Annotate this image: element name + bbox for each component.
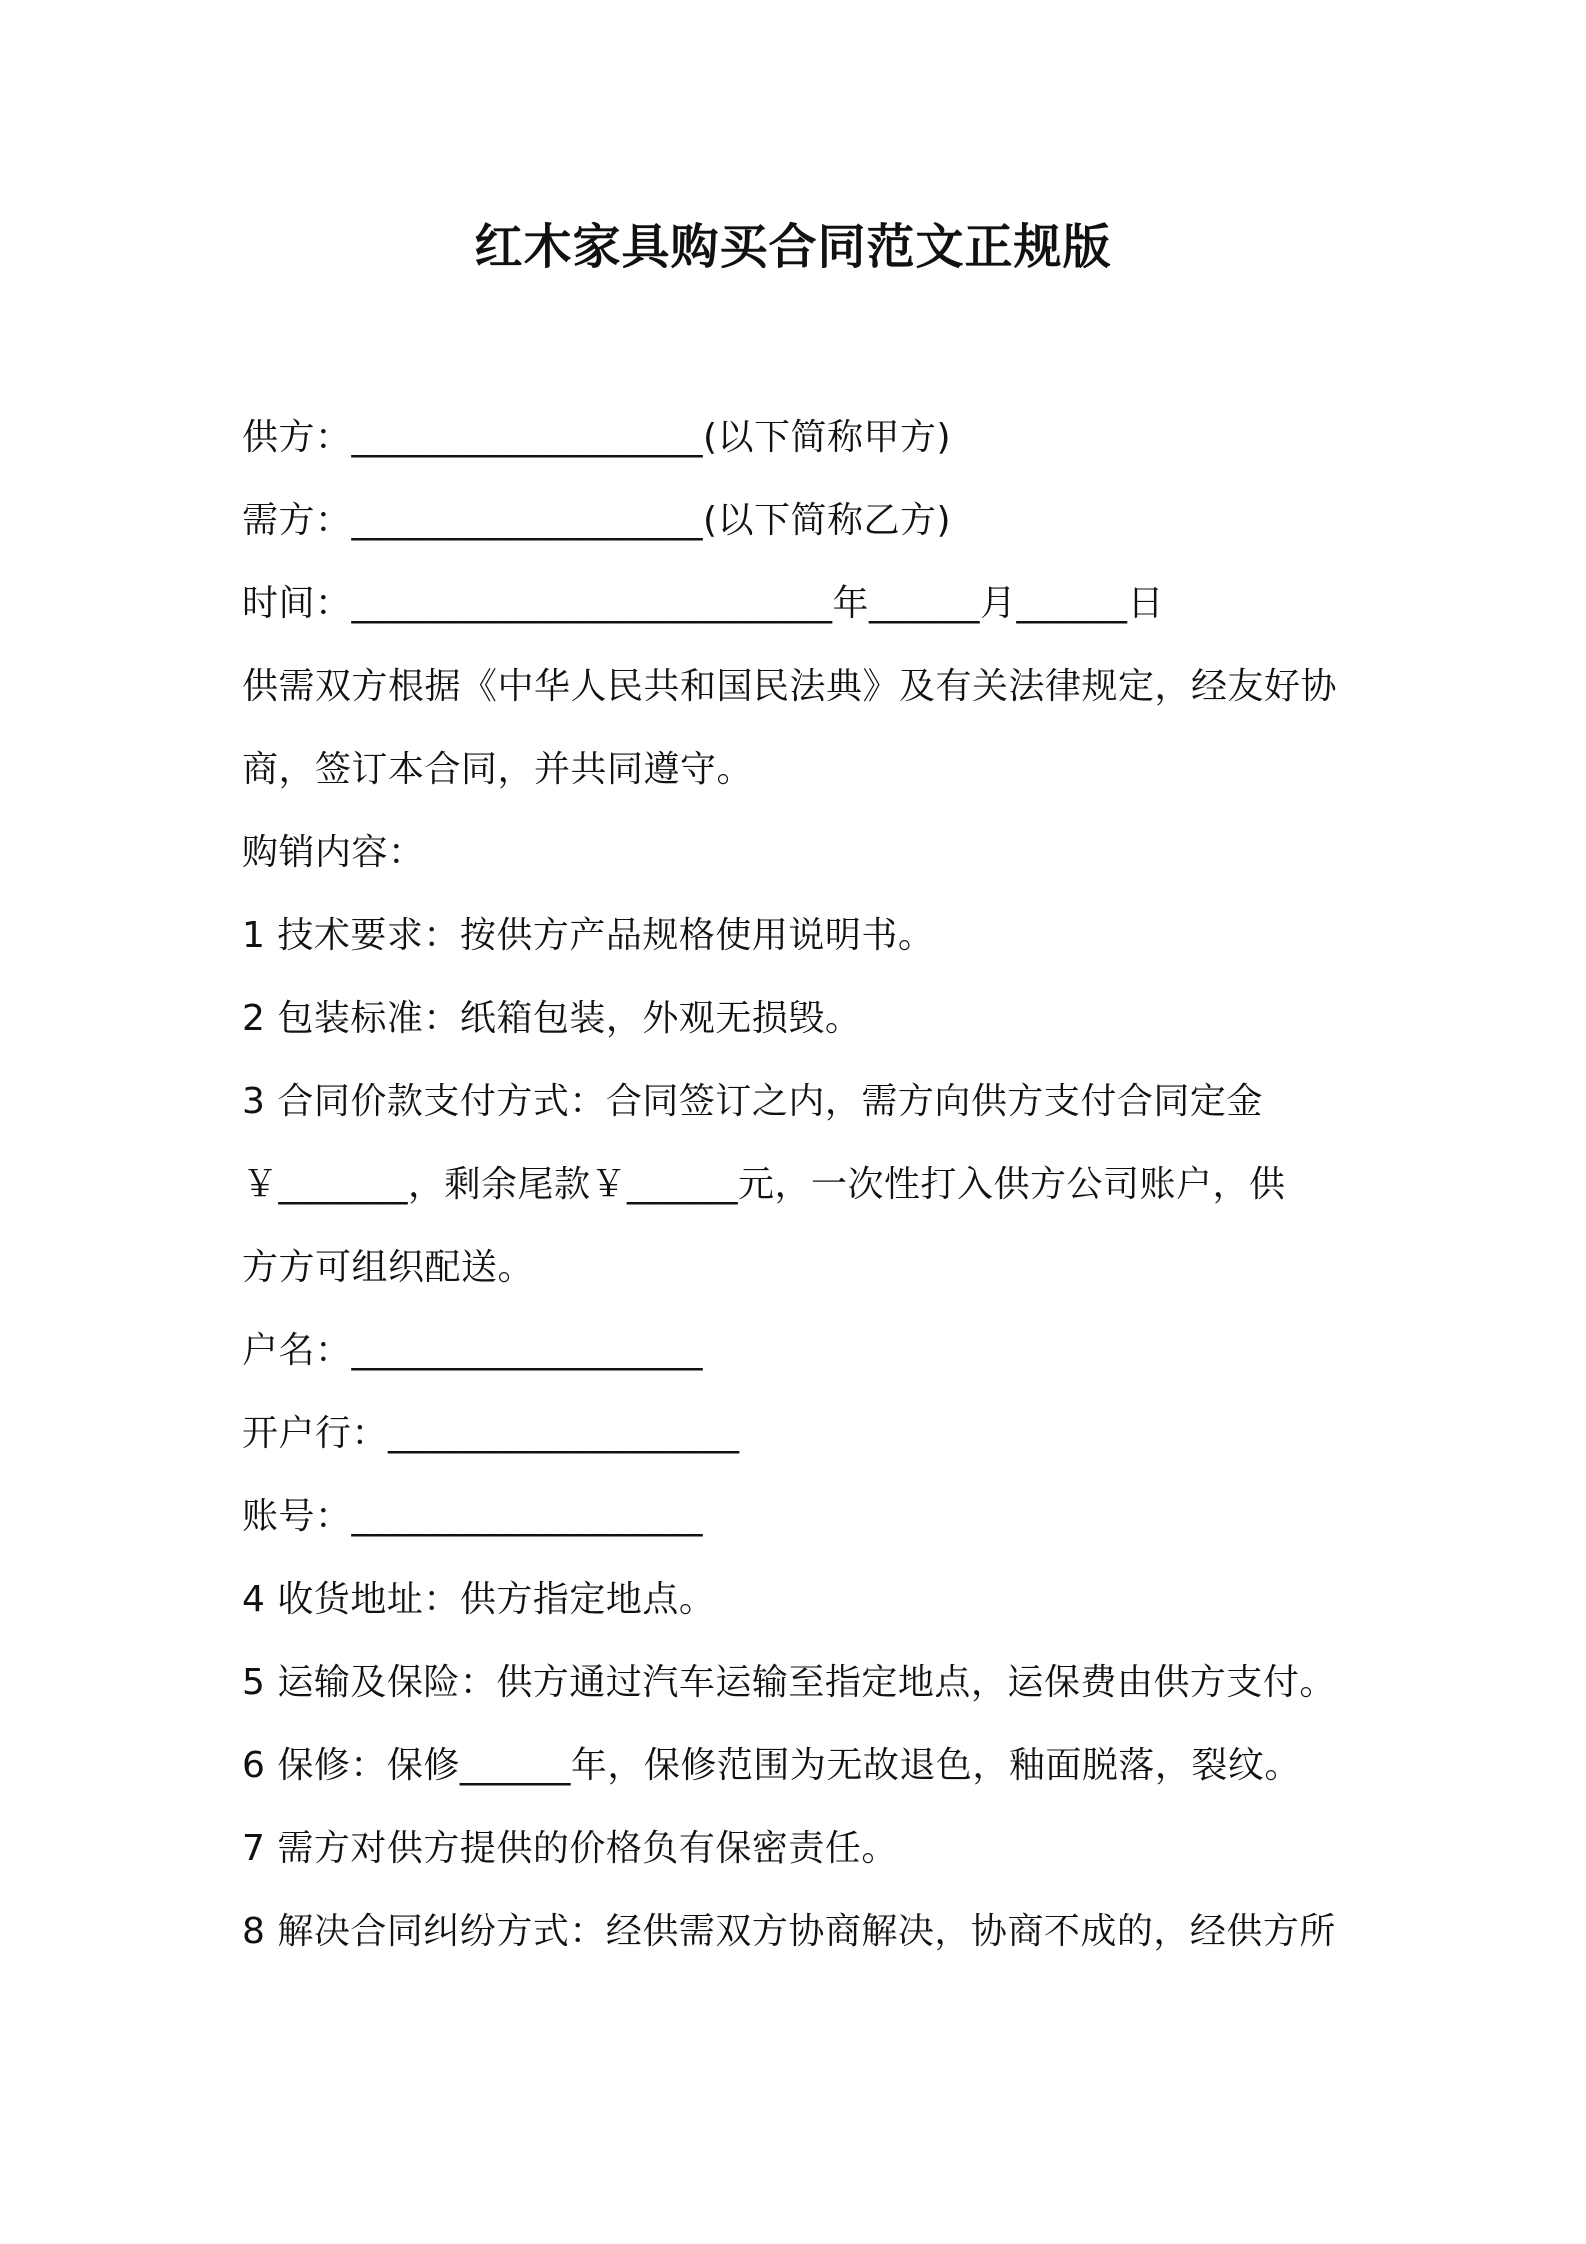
- preamble-line-2: 商，签订本合同，并共同遵守。: [242, 749, 754, 790]
- clause-8-disputes: 8 解决合同纠纷方式：经供需双方协商解决，协商不成的，经供方所: [242, 1911, 1336, 1952]
- clause-3-payment-line-2: ￥_______，剩余尾款￥______元，一次性打入供方公司账户，供: [242, 1164, 1286, 1205]
- clause-1-technical: 1 技术要求：按供方产品规格使用说明书。: [242, 915, 935, 956]
- content-heading: 购销内容：: [242, 832, 425, 873]
- clause-6-warranty: 6 保修：保修______年，保修范围为无故退色，釉面脱落，裂纹。: [242, 1745, 1301, 1786]
- preamble-line-1: 供需双方根据《中华人民共和国民法典》及有关法律规定，经友好协: [242, 666, 1338, 707]
- clause-4-delivery-address: 4 收货地址：供方指定地点。: [242, 1579, 716, 1620]
- clause-7-confidentiality: 7 需方对供方提供的价格负有保密责任。: [242, 1828, 898, 1869]
- document-title: 红木家具购买合同范文正规版: [474, 219, 1112, 275]
- account-name-line: 户名：___________________: [242, 1330, 704, 1371]
- clause-2-packaging: 2 包装标准：纸箱包装，外观无损毁。: [242, 998, 862, 1039]
- buyer-line: 需方：___________________(以下简称乙方): [242, 500, 952, 541]
- account-number-line: 账号：___________________: [242, 1496, 704, 1537]
- bank-line: 开户行：___________________: [242, 1413, 740, 1454]
- document-body: [242, 406, 1372, 1983]
- supplier-line: 供方：___________________(以下简称甲方): [242, 417, 952, 458]
- clause-5-transport: 5 运输及保险：供方通过汽车运输至指定地点，运保费由供方支付。: [242, 1662, 1336, 1703]
- clause-3-payment-line-3: 方方可组织配送。: [242, 1247, 535, 1288]
- date-line: 时间：__________________________年______月______日: [242, 583, 1165, 624]
- clause-3-payment-line-1: 3 合同价款支付方式：合同签订之内，需方向供方支付合同定金: [242, 1081, 1263, 1122]
